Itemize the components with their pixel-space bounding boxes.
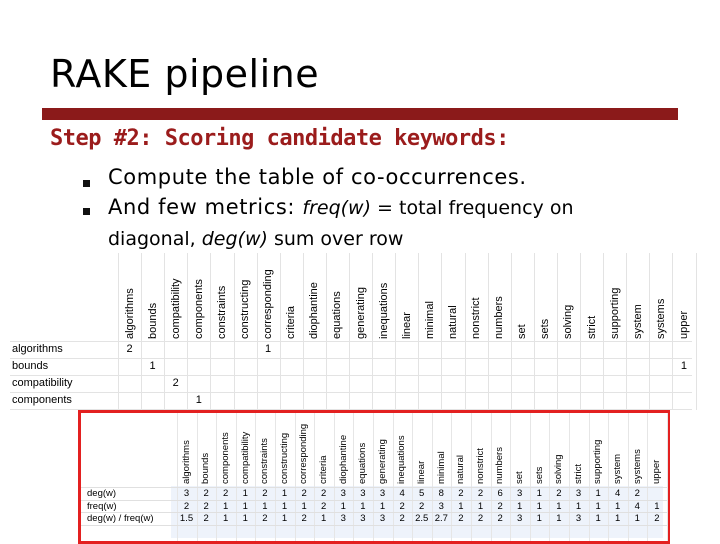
column-header-diophantine: diophantine (337, 434, 349, 484)
column-header-inequations: inequations (377, 282, 390, 339)
table-cell: 1 (242, 488, 248, 499)
column-header-linear: linear (416, 460, 427, 484)
row-label: components (12, 394, 72, 406)
table-cell: 1 (321, 513, 327, 524)
column-header-upper: upper (677, 310, 690, 339)
column-header-generating: generating (354, 287, 367, 339)
column-header-linear: linear (400, 312, 413, 339)
table-cell: 2 (321, 500, 327, 512)
column-header-constraints: constraints (259, 438, 271, 484)
table-row (81, 487, 667, 500)
step-heading: Step #2: Scoring candidate keywords: (50, 126, 509, 151)
column-header-strict: strict (572, 463, 584, 484)
table-cell: 1 (301, 500, 307, 512)
table-cell: 1 (281, 488, 288, 499)
table-cell: 3 (438, 500, 444, 512)
table-cell: 1 (379, 500, 386, 512)
table-cell: 3 (517, 488, 523, 499)
table-cell: 1 (595, 500, 601, 512)
column-header-nonstrict: nonstrict (474, 448, 486, 484)
column-header-upper: upper (651, 459, 663, 484)
bullet-text-1: Compute the table of co-occurrences. (108, 165, 527, 189)
table-cell: 2 (301, 488, 307, 499)
table-cell: 3 (517, 513, 523, 524)
table-row (10, 392, 692, 410)
column-header-corresponding: corresponding (298, 423, 310, 484)
table-cell: 1 (242, 500, 248, 512)
table-cell: 1 (595, 513, 601, 524)
bullet-text-2c: diagonal, (108, 228, 202, 250)
table-row (81, 512, 667, 525)
table-cell: 3 (360, 513, 366, 524)
column-header-sets: sets (539, 318, 552, 339)
table-cell: 2 (654, 513, 660, 524)
column-header-equations: equations (357, 442, 369, 484)
table-cell: 1 (517, 500, 523, 512)
table-cell: 1 (536, 513, 542, 524)
table-cell: 2 (321, 488, 327, 499)
table-cell: 1 (242, 513, 248, 524)
table-cell: 4 (399, 488, 405, 499)
table-cell: 2 (183, 500, 190, 512)
column-header-supporting: supporting (608, 287, 621, 339)
table-cell: 2.7 (434, 513, 448, 524)
column-header-bounds: bounds (200, 452, 212, 484)
table-cell: 2 (223, 488, 229, 499)
table-cell: 1 (281, 513, 288, 524)
column-divider (696, 253, 697, 410)
column-header-criteria: criteria (285, 305, 298, 339)
freq-term: freq(w) (302, 197, 371, 219)
table-cell: 2 (203, 500, 209, 512)
table-cell: 2 (262, 513, 268, 524)
slide-title: RAKE pipeline (50, 52, 320, 96)
table-cell: 1 (536, 488, 542, 499)
bullet-text-2 (108, 195, 574, 219)
table-cell: 2 (203, 513, 209, 524)
table-cell: 2 (301, 513, 307, 524)
column-header-generating: generating (376, 439, 388, 484)
table-cell: 3 (340, 488, 346, 499)
table-cell: 2 (126, 343, 133, 355)
table-cell: 2 (172, 377, 179, 389)
table-cell: 1.5 (179, 513, 194, 524)
table-cell: 1 (262, 500, 268, 512)
table-cell: 1 (149, 360, 156, 372)
cooccurrence-table (10, 253, 692, 410)
bullet-text-2-line2 (108, 228, 403, 250)
column-header-inequations: inequations (396, 435, 408, 484)
bullet-marker (83, 208, 90, 215)
column-header-set: set (516, 324, 529, 339)
row-label: algorithms (12, 343, 63, 355)
table-cell: 1 (654, 500, 660, 512)
table-cell: 2 (497, 500, 503, 512)
column-header-components: components (220, 432, 231, 484)
table-cell: 3 (379, 513, 386, 524)
table-cell: 1 (615, 500, 621, 512)
row-label: freq(w) (87, 500, 117, 512)
column-header-nonstrict: nonstrict (470, 297, 483, 339)
table-cell: 3 (575, 488, 582, 499)
column-header-criteria: criteria (318, 455, 329, 484)
bullet-text-2d: sum over row (267, 228, 404, 250)
column-header-minimal: minimal (435, 451, 447, 484)
table-cell: 2 (556, 488, 562, 499)
row-label: compatibility (12, 377, 73, 389)
column-header-compatibility: compatibility (169, 278, 182, 339)
row-label: deg(w) (87, 488, 117, 499)
table-cell: 1 (458, 500, 464, 512)
table-cell: 4 (615, 488, 621, 499)
table-cell: 1 (477, 500, 484, 512)
table-cell: 1 (340, 500, 346, 512)
row-label: deg(w) / freq(w) (87, 513, 154, 524)
metrics-table (78, 410, 670, 544)
table-cell: 1 (615, 513, 621, 524)
table-cell: 6 (497, 488, 503, 499)
table-cell: 1 (634, 513, 640, 524)
column-header-numbers: numbers (493, 296, 506, 339)
column-header-solving: solving (553, 454, 565, 484)
table-cell: 1 (575, 500, 582, 512)
table-cell: 2 (458, 488, 464, 499)
column-header-system: system (631, 304, 644, 339)
bullet-text-2b: = total frequency on (371, 197, 574, 219)
column-header-constraints: constraints (215, 285, 228, 339)
column-divider (667, 413, 668, 541)
deg-term: deg(w) (201, 228, 268, 250)
column-header-systems: systems (654, 298, 667, 339)
table-cell: 1 (680, 360, 687, 372)
column-header-constructing: constructing (278, 432, 290, 484)
table-cell: 1 (595, 488, 601, 499)
column-header-solving: solving (562, 304, 575, 339)
bullet-text-2a: And few metrics: (108, 195, 303, 219)
table-cell: 3 (575, 513, 582, 524)
column-header-strict: strict (585, 315, 598, 339)
table-cell: 3 (183, 488, 190, 499)
table-cell: 4 (634, 500, 640, 512)
table-cell: 2 (262, 488, 268, 499)
table-row (10, 341, 692, 359)
table-cell: 2.5 (415, 513, 429, 524)
table-cell: 3 (340, 513, 346, 524)
column-header-natural: natural (446, 305, 459, 339)
column-header-algorithms: algorithms (123, 288, 136, 339)
table-cell: 1 (556, 500, 562, 512)
column-header-constructing: constructing (239, 279, 252, 339)
bullet-marker (83, 180, 90, 187)
table-cell: 1 (223, 513, 229, 524)
column-header-diophantine: diophantine (308, 282, 321, 339)
table-cell: 2 (458, 513, 464, 524)
table-row (81, 500, 667, 513)
table-cell: 3 (379, 488, 386, 499)
column-header-sets: sets (533, 466, 545, 484)
column-header-components: components (192, 279, 205, 339)
column-header-supporting: supporting (592, 439, 604, 484)
column-header-algorithms: algorithms (180, 440, 192, 484)
table-cell: 2 (399, 500, 405, 512)
column-header-minimal: minimal (423, 301, 436, 339)
column-header-systems: systems (631, 449, 643, 484)
table-cell: 1 (223, 500, 229, 512)
row-label: bounds (12, 360, 49, 372)
table-cell: 2 (399, 513, 405, 524)
table-cell: 2 (419, 500, 425, 512)
table-row (10, 358, 692, 376)
column-header-system: system (612, 453, 623, 484)
column-header-natural: natural (455, 454, 467, 484)
table-cell: 2 (634, 488, 640, 499)
table-cell: 1 (281, 500, 288, 512)
column-header-equations: equations (331, 291, 344, 339)
column-header-numbers: numbers (494, 447, 506, 484)
column-header-bounds: bounds (146, 302, 159, 339)
table-cell: 2 (497, 513, 503, 524)
table-cell: 1 (556, 513, 562, 524)
table-cell: 2 (477, 488, 484, 499)
table-cell: 1 (195, 394, 202, 406)
table-cell: 1 (360, 500, 366, 512)
table-row (81, 525, 667, 538)
title-underline (42, 108, 678, 120)
table-row (10, 375, 692, 393)
column-header-compatibility: compatibility (239, 431, 251, 484)
column-header-corresponding: corresponding (262, 269, 275, 339)
table-cell: 8 (438, 488, 444, 499)
table-cell: 3 (360, 488, 366, 499)
table-cell: 1 (265, 343, 272, 355)
table-cell: 1 (536, 500, 542, 512)
table-cell: 2 (203, 488, 209, 499)
column-header-set: set (514, 471, 525, 484)
table-cell: 5 (419, 488, 425, 499)
table-cell: 2 (477, 513, 484, 524)
